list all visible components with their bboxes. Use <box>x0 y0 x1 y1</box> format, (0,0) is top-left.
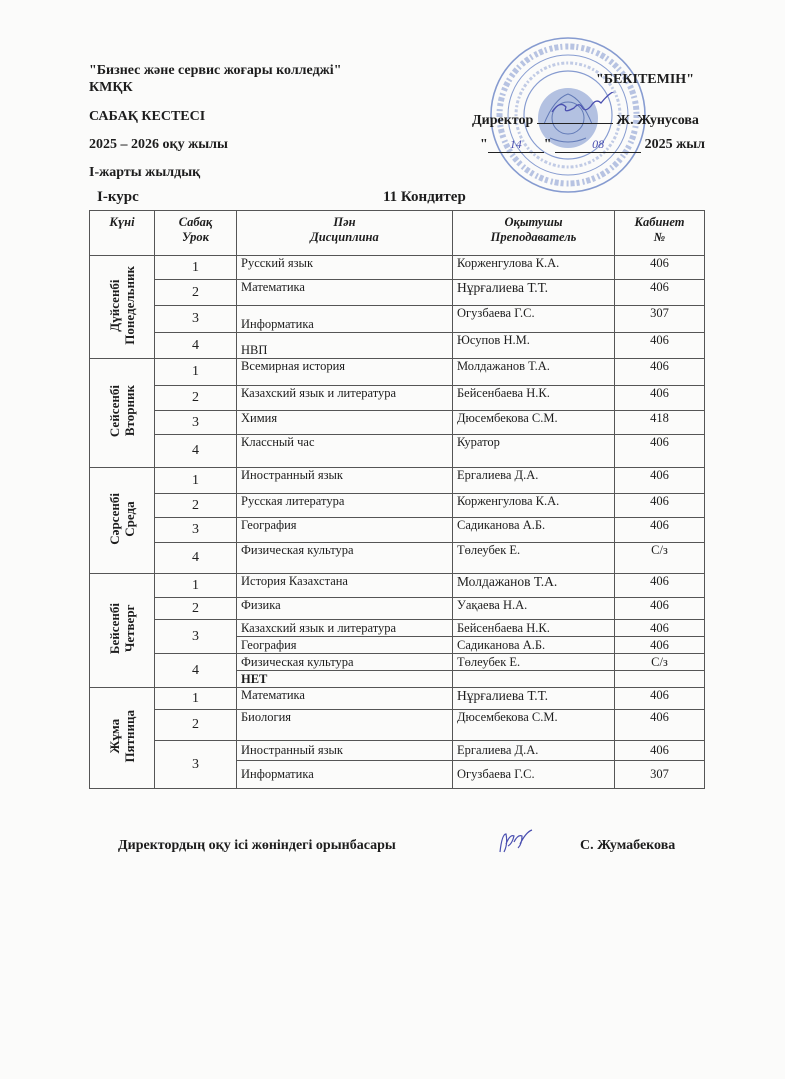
group-name: 11 Кондитер <box>383 189 466 205</box>
table-row <box>90 280 705 306</box>
day-label <box>107 385 137 437</box>
day-label <box>107 266 137 345</box>
teacher-cell: Нұрғалиева Т.Т. <box>453 688 615 710</box>
lesson-number: 1 <box>155 359 237 386</box>
column-header-lesson: Сабақ Урок <box>155 211 237 256</box>
lesson-number: 3 <box>155 620 237 654</box>
day-cell <box>90 468 155 574</box>
day-cell <box>90 688 155 789</box>
document-title: САБАҚ КЕСТЕСІ <box>89 109 206 124</box>
subject-cell: Русская литература <box>237 494 453 518</box>
teacher-cell: Куратор <box>453 435 615 468</box>
table-row <box>90 359 705 386</box>
subject-cell: Иностранный язык <box>237 468 453 494</box>
teacher-cell: Уақаева Н.А. <box>453 598 615 620</box>
subject-cell: География <box>237 518 453 543</box>
lesson-number: 1 <box>155 574 237 598</box>
table-row <box>90 710 705 741</box>
day-name-ru: Понедельник <box>122 265 137 345</box>
college-name: "Бизнес және сервис жоғары колледжі" <box>89 63 342 78</box>
lesson-number: 1 <box>155 256 237 280</box>
room-cell: 406 <box>615 280 705 306</box>
column-header-teacher: Оқытушы Преподаватель <box>453 211 615 256</box>
room-cell: 406 <box>615 494 705 518</box>
teacher-cell: Молдажанов Т.А. <box>453 574 615 598</box>
date-close-quote: " <box>543 137 552 152</box>
lesson-number: 2 <box>155 386 237 411</box>
subject-cell: Математика <box>237 688 453 710</box>
lesson-number: 4 <box>155 543 237 574</box>
college-type: КМҚК <box>89 80 133 95</box>
day-cell <box>90 256 155 359</box>
room-cell: С/з <box>615 654 705 671</box>
date-day: 14 <box>488 138 544 153</box>
approval-title: "БЕКІТЕМІН" <box>596 72 694 87</box>
day-name-kz: Жұма <box>107 718 122 754</box>
table-row <box>90 518 705 543</box>
room-cell <box>615 671 705 688</box>
room-cell: 406 <box>615 688 705 710</box>
subject-cell: НЕТ <box>237 671 453 688</box>
subject-cell: НВП <box>237 333 453 359</box>
table-row <box>90 688 705 710</box>
day-name-kz: Сейсенбі <box>107 384 122 438</box>
teacher-cell: Төлеубек Е. <box>453 654 615 671</box>
subject-cell: География <box>237 637 453 654</box>
lesson-number: 3 <box>155 306 237 333</box>
subject-cell: Химия <box>237 411 453 435</box>
room-cell: 406 <box>615 598 705 620</box>
day-label <box>107 710 137 763</box>
day-name-ru: Вторник <box>122 385 137 437</box>
table-header-row <box>90 211 705 256</box>
room-cell: 406 <box>615 518 705 543</box>
teacher-cell: Дюсембекова С.М. <box>453 411 615 435</box>
teacher-cell: Ергалиева Д.А. <box>453 741 615 761</box>
room-cell: 406 <box>615 468 705 494</box>
table-row <box>90 306 705 333</box>
lesson-number: 3 <box>155 411 237 435</box>
room-cell: 406 <box>615 359 705 386</box>
table-row <box>90 468 705 494</box>
lesson-number: 2 <box>155 280 237 306</box>
subject-cell: Русский язык <box>237 256 453 280</box>
lesson-number: 4 <box>155 435 237 468</box>
subject-cell: История Казахстана <box>237 574 453 598</box>
subject-cell: Информатика <box>237 306 453 333</box>
subject-cell: Казахский язык и литература <box>237 620 453 637</box>
deputy-name: С. Жумабекова <box>580 838 676 853</box>
teacher-cell: Ергалиева Д.А. <box>453 468 615 494</box>
table-row <box>90 598 705 620</box>
deputy-signature <box>494 826 536 860</box>
teacher-cell: Төлеубек Е. <box>453 543 615 574</box>
lesson-number: 2 <box>155 494 237 518</box>
lesson-number: 1 <box>155 688 237 710</box>
room-cell: 406 <box>615 620 705 637</box>
room-cell: 307 <box>615 306 705 333</box>
teacher-cell: Садиканова А.Б. <box>453 637 615 654</box>
room-cell: 406 <box>615 256 705 280</box>
room-cell: 307 <box>615 761 705 789</box>
lesson-number: 4 <box>155 654 237 688</box>
day-name-kz: Дүйсенбі <box>107 278 122 332</box>
day-label <box>107 493 137 545</box>
director-label: Директор <box>472 113 534 128</box>
teacher-cell: Юсупов Н.М. <box>453 333 615 359</box>
subject-cell: Физика <box>237 598 453 620</box>
room-cell: 406 <box>615 386 705 411</box>
column-header-day: Күні <box>90 211 155 256</box>
date-month: 08 <box>555 138 641 153</box>
lesson-number: 2 <box>155 598 237 620</box>
semester: І-жарты жылдық <box>89 165 201 180</box>
room-cell: С/з <box>615 543 705 574</box>
lesson-number: 4 <box>155 333 237 359</box>
director-signature <box>548 92 618 116</box>
day-name-kz: Бейсенбі <box>107 602 122 655</box>
teacher-cell <box>453 671 615 688</box>
table-row <box>90 435 705 468</box>
table-row <box>90 386 705 411</box>
subject-cell: Информатика <box>237 761 453 789</box>
day-cell <box>90 359 155 468</box>
table-row <box>90 574 705 598</box>
room-cell: 406 <box>615 333 705 359</box>
subject-cell: Всемирная история <box>237 359 453 386</box>
schedule-table <box>89 210 705 789</box>
day-name-ru: Пятница <box>122 709 137 763</box>
room-cell: 406 <box>615 741 705 761</box>
day-label <box>107 603 137 654</box>
table-row <box>90 620 705 637</box>
room-cell: 418 <box>615 411 705 435</box>
teacher-cell: Молдажанов Т.А. <box>453 359 615 386</box>
column-header-subject: Пән Дисциплина <box>237 211 453 256</box>
teacher-cell: Садиканова А.Б. <box>453 518 615 543</box>
subject-cell: Физическая культура <box>237 654 453 671</box>
room-cell: 406 <box>615 574 705 598</box>
director-name: Ж. Жунусова <box>616 113 699 128</box>
teacher-cell: Огузбаева Г.С. <box>453 761 615 789</box>
lesson-number: 3 <box>155 518 237 543</box>
column-header-room: Кабинет № <box>615 211 705 256</box>
day-name-ru: Среда <box>122 500 137 537</box>
subject-cell: Физическая культура <box>237 543 453 574</box>
table-row <box>90 411 705 435</box>
room-cell: 406 <box>615 637 705 654</box>
table-row <box>90 256 705 280</box>
table-row <box>90 494 705 518</box>
teacher-cell: Корженгулова К.А. <box>453 494 615 518</box>
day-cell <box>90 574 155 688</box>
teacher-cell: Нұрғалиева Т.Т. <box>453 280 615 306</box>
lesson-number: 1 <box>155 468 237 494</box>
course: І-курс <box>97 189 139 205</box>
deputy-position: Директордың оқу ісі жөніндегі орынбасары <box>118 838 396 853</box>
day-name-kz: Сәрсенбі <box>107 492 122 545</box>
subject-cell: Классный час <box>237 435 453 468</box>
approval-date <box>480 137 705 153</box>
table-row <box>90 333 705 359</box>
teacher-cell: Бейсенбаева Н.К. <box>453 386 615 411</box>
teacher-cell: Бейсенбаева Н.К. <box>453 620 615 637</box>
teacher-cell: Огузбаева Г.С. <box>453 306 615 333</box>
subject-cell: Математика <box>237 280 453 306</box>
teacher-cell: Дюсембекова С.М. <box>453 710 615 741</box>
table-row <box>90 741 705 761</box>
subject-cell: Биология <box>237 710 453 741</box>
date-year: 2025 жыл <box>644 137 705 152</box>
teacher-cell: Корженгулова К.А. <box>453 256 615 280</box>
subject-cell: Казахский язык и литература <box>237 386 453 411</box>
academic-year: 2025 – 2026 оқу жылы <box>89 137 228 152</box>
date-open-quote: " <box>480 137 488 152</box>
lesson-number: 2 <box>155 710 237 741</box>
day-name-ru: Четверг <box>122 604 137 653</box>
subject-cell: Иностранный язык <box>237 741 453 761</box>
table-row <box>90 543 705 574</box>
room-cell: 406 <box>615 435 705 468</box>
room-cell: 406 <box>615 710 705 741</box>
lesson-number: 3 <box>155 741 237 789</box>
table-row <box>90 654 705 671</box>
